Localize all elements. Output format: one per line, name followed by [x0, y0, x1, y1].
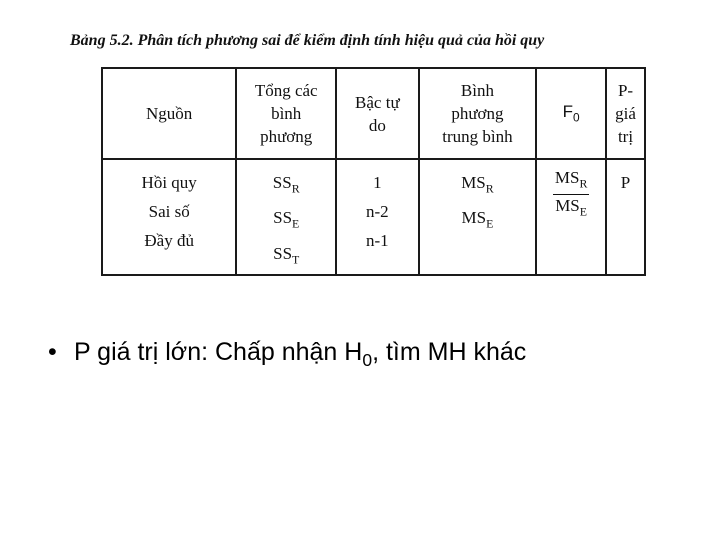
- source-regression: Hồi quy: [141, 173, 197, 192]
- source-total: Đầy đủ: [144, 231, 194, 250]
- header-f-sub: 0: [573, 110, 580, 125]
- header-ss-line-2: bình: [271, 104, 302, 123]
- ss-total-base: SS: [273, 243, 293, 263]
- df-error: n-2: [366, 202, 389, 221]
- f-den-sub: E: [579, 204, 588, 219]
- cell-mean-square: [419, 159, 537, 275]
- table-body-row: [102, 159, 645, 275]
- header-df-line-2: do: [368, 115, 386, 135]
- header-ms-line-3: trung bình: [442, 127, 513, 146]
- header-ss-line-1: Tổng các: [254, 81, 318, 100]
- f-fraction: [553, 168, 590, 222]
- ms-error-base: MS: [461, 208, 487, 228]
- header-f-statistic: [536, 68, 606, 159]
- f-num-base: MS: [554, 168, 580, 187]
- header-p-line-2: giá: [615, 104, 636, 123]
- ms-regression: [424, 168, 532, 203]
- cell-degrees-of-freedom: [336, 159, 419, 275]
- ms-error-sub: E: [486, 216, 494, 231]
- ss-regression-sub: R: [291, 181, 300, 196]
- bullet-dot: •: [48, 338, 57, 366]
- cell-sum-of-squares: [236, 159, 336, 275]
- header-ms-line-1: Bình: [460, 81, 494, 100]
- ms-regression-sub: R: [485, 181, 494, 196]
- ss-error: [241, 203, 331, 238]
- header-degrees-of-freedom: [336, 68, 419, 159]
- header-f-base: F: [562, 102, 573, 122]
- header-p-line-3: trị: [617, 127, 634, 146]
- source-error: Sai số: [148, 202, 190, 221]
- ms-regression-base: MS: [461, 173, 486, 192]
- header-mean-square: [419, 68, 537, 159]
- bullet-point: [48, 338, 526, 371]
- df-regression: 1: [373, 173, 382, 192]
- header-sum-of-squares: [236, 68, 336, 159]
- header-ss-line-3: phương: [260, 127, 313, 146]
- f-denominator: [553, 195, 590, 221]
- ms-error: [424, 203, 532, 238]
- ss-error-base: SS: [273, 208, 293, 228]
- table-header-row: [102, 68, 645, 159]
- header-source: [102, 68, 236, 159]
- header-p-value: [606, 68, 645, 159]
- cell-p-value: [606, 159, 645, 275]
- p-value-text: P: [620, 173, 631, 192]
- f-den-base: MS: [555, 196, 580, 216]
- ss-regression: [241, 168, 331, 203]
- cell-f-value: [536, 159, 606, 275]
- ss-total: [241, 239, 331, 274]
- bullet-subscript: 0: [362, 350, 373, 370]
- header-source-text: Nguồn: [146, 104, 193, 123]
- ss-regression-base: SS: [272, 173, 292, 192]
- header-p-line-1: P-: [617, 81, 634, 100]
- header-df-line-1: Bậc tự: [355, 92, 400, 112]
- bullet-text-after: , tìm MH khác: [372, 338, 527, 366]
- df-total: n-1: [366, 231, 389, 250]
- ss-error-sub: E: [292, 216, 300, 231]
- cell-sources: [102, 159, 236, 275]
- f-num-sub: R: [579, 176, 588, 191]
- header-ms-line-2: phương: [451, 104, 504, 123]
- ss-total-sub: T: [292, 252, 300, 267]
- table-caption: Bảng 5.2. Phân tích phương sai để kiểm định tính hiệu quả của hồi quy: [70, 32, 545, 49]
- anova-table: [101, 67, 646, 276]
- f-numerator: [553, 168, 590, 195]
- bullet-text-before: P giá trị lớn: Chấp nhận H: [74, 338, 363, 366]
